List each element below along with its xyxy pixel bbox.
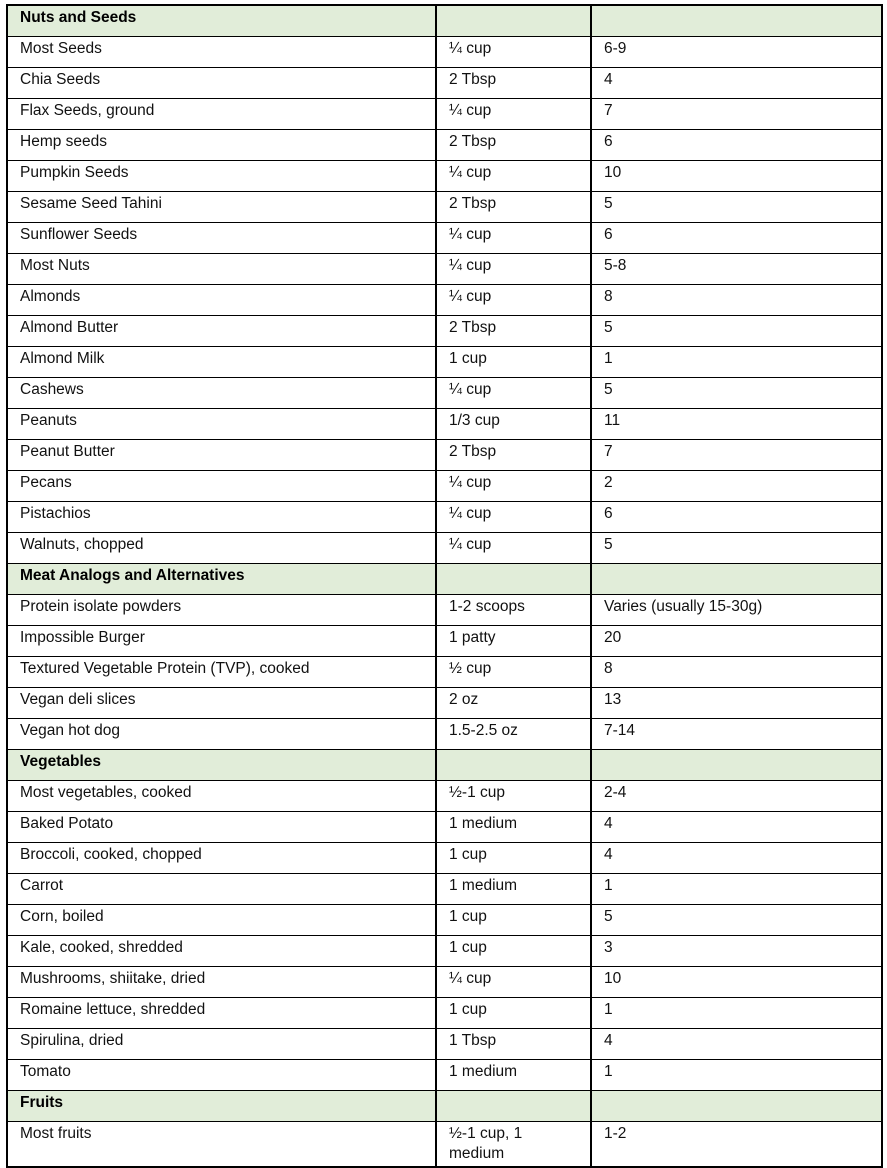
protein-content-table bbox=[6, 4, 883, 1168]
table-row bbox=[7, 595, 882, 626]
food-name-cell: Textured Vegetable Protein (TVP), cooked bbox=[7, 657, 436, 688]
food-name-cell: Sesame Seed Tahini bbox=[7, 192, 436, 223]
section-empty-cell bbox=[436, 564, 591, 595]
protein-grams-cell: 1 bbox=[591, 998, 882, 1029]
serving-size-cell: 2 Tbsp bbox=[436, 316, 591, 347]
protein-grams-cell: 2-4 bbox=[591, 781, 882, 812]
section-empty-cell bbox=[436, 1091, 591, 1122]
section-header-row bbox=[7, 750, 882, 781]
table-row bbox=[7, 440, 882, 471]
serving-size-cell: ½ cup bbox=[436, 657, 591, 688]
food-name-cell: Vegan hot dog bbox=[7, 719, 436, 750]
table-row bbox=[7, 316, 882, 347]
protein-grams-cell: 4 bbox=[591, 843, 882, 874]
serving-size-cell: 1 medium bbox=[436, 812, 591, 843]
table-row bbox=[7, 378, 882, 409]
table-row bbox=[7, 812, 882, 843]
table-row bbox=[7, 967, 882, 998]
table-row bbox=[7, 347, 882, 378]
table-row bbox=[7, 161, 882, 192]
protein-grams-cell: 1 bbox=[591, 874, 882, 905]
protein-grams-cell: 6 bbox=[591, 223, 882, 254]
food-name-cell: Almonds bbox=[7, 285, 436, 316]
table-row bbox=[7, 99, 882, 130]
protein-grams-cell: 10 bbox=[591, 967, 882, 998]
protein-grams-cell: 20 bbox=[591, 626, 882, 657]
protein-grams-cell: 4 bbox=[591, 68, 882, 99]
serving-size-cell: ½-1 cup, 1 medium bbox=[436, 1122, 591, 1168]
protein-grams-cell: 6 bbox=[591, 502, 882, 533]
food-name-cell: Tomato bbox=[7, 1060, 436, 1091]
food-name-cell: Mushrooms, shiitake, dried bbox=[7, 967, 436, 998]
table-row bbox=[7, 843, 882, 874]
section-empty-cell bbox=[591, 1091, 882, 1122]
food-name-cell: Vegan deli slices bbox=[7, 688, 436, 719]
serving-size-cell: ¼ cup bbox=[436, 471, 591, 502]
table-row bbox=[7, 719, 882, 750]
protein-grams-cell: 5 bbox=[591, 378, 882, 409]
table-row bbox=[7, 657, 882, 688]
food-name-cell: Corn, boiled bbox=[7, 905, 436, 936]
serving-size-cell: 1.5-2.5 oz bbox=[436, 719, 591, 750]
table-row bbox=[7, 936, 882, 967]
serving-size-cell: ¼ cup bbox=[436, 967, 591, 998]
food-name-cell: Hemp seeds bbox=[7, 130, 436, 161]
food-name-cell: Baked Potato bbox=[7, 812, 436, 843]
food-name-cell: Flax Seeds, ground bbox=[7, 99, 436, 130]
serving-size-cell: ¼ cup bbox=[436, 161, 591, 192]
food-name-cell: Walnuts, chopped bbox=[7, 533, 436, 564]
section-header-row bbox=[7, 1091, 882, 1122]
food-name-cell: Protein isolate powders bbox=[7, 595, 436, 626]
protein-grams-cell: 5-8 bbox=[591, 254, 882, 285]
serving-size-cell: 1 cup bbox=[436, 843, 591, 874]
food-name-cell: Carrot bbox=[7, 874, 436, 905]
serving-size-cell: 2 Tbsp bbox=[436, 130, 591, 161]
food-name-cell: Sunflower Seeds bbox=[7, 223, 436, 254]
protein-grams-cell: 13 bbox=[591, 688, 882, 719]
serving-size-cell: 1 cup bbox=[436, 936, 591, 967]
serving-size-cell: ¼ cup bbox=[436, 99, 591, 130]
table-row bbox=[7, 1029, 882, 1060]
protein-grams-cell: 4 bbox=[591, 1029, 882, 1060]
serving-size-cell: 1 medium bbox=[436, 874, 591, 905]
serving-size-cell: ¼ cup bbox=[436, 37, 591, 68]
table-row bbox=[7, 688, 882, 719]
table-row bbox=[7, 223, 882, 254]
serving-size-cell: 1/3 cup bbox=[436, 409, 591, 440]
serving-size-cell: 2 Tbsp bbox=[436, 440, 591, 471]
table-row bbox=[7, 502, 882, 533]
section-title: Fruits bbox=[7, 1091, 436, 1122]
serving-size-cell: 1 cup bbox=[436, 998, 591, 1029]
serving-size-cell: ½-1 cup bbox=[436, 781, 591, 812]
serving-size-cell: ¼ cup bbox=[436, 223, 591, 254]
section-title: Nuts and Seeds bbox=[7, 5, 436, 37]
food-name-cell: Broccoli, cooked, chopped bbox=[7, 843, 436, 874]
table-row bbox=[7, 626, 882, 657]
table-row bbox=[7, 471, 882, 502]
table-row bbox=[7, 533, 882, 564]
protein-grams-cell: 11 bbox=[591, 409, 882, 440]
protein-grams-cell: 6 bbox=[591, 130, 882, 161]
serving-size-cell: 1 patty bbox=[436, 626, 591, 657]
table-row bbox=[7, 409, 882, 440]
table-row bbox=[7, 130, 882, 161]
section-title: Meat Analogs and Alternatives bbox=[7, 564, 436, 595]
food-name-cell: Most Seeds bbox=[7, 37, 436, 68]
table-row bbox=[7, 285, 882, 316]
serving-size-cell: ¼ cup bbox=[436, 285, 591, 316]
table-row bbox=[7, 874, 882, 905]
protein-grams-cell: 3 bbox=[591, 936, 882, 967]
section-empty-cell bbox=[436, 5, 591, 37]
table-row bbox=[7, 781, 882, 812]
protein-grams-cell: 5 bbox=[591, 192, 882, 223]
protein-grams-cell: 1-2 bbox=[591, 1122, 882, 1168]
protein-grams-cell: Varies (usually 15-30g) bbox=[591, 595, 882, 626]
protein-grams-cell: 2 bbox=[591, 471, 882, 502]
protein-grams-cell: 5 bbox=[591, 316, 882, 347]
section-header-row bbox=[7, 5, 882, 37]
table-row bbox=[7, 68, 882, 99]
protein-grams-cell: 5 bbox=[591, 533, 882, 564]
food-name-cell: Spirulina, dried bbox=[7, 1029, 436, 1060]
protein-grams-cell: 7 bbox=[591, 440, 882, 471]
serving-size-cell: 1 Tbsp bbox=[436, 1029, 591, 1060]
table-body bbox=[7, 5, 882, 1167]
food-name-cell: Most vegetables, cooked bbox=[7, 781, 436, 812]
section-empty-cell bbox=[436, 750, 591, 781]
protein-grams-cell: 4 bbox=[591, 812, 882, 843]
protein-grams-cell: 8 bbox=[591, 657, 882, 688]
serving-size-cell: 2 oz bbox=[436, 688, 591, 719]
section-header-row bbox=[7, 564, 882, 595]
food-name-cell: Almond Butter bbox=[7, 316, 436, 347]
serving-size-cell: 1 medium bbox=[436, 1060, 591, 1091]
food-name-cell: Pecans bbox=[7, 471, 436, 502]
food-name-cell: Peanut Butter bbox=[7, 440, 436, 471]
protein-grams-cell: 8 bbox=[591, 285, 882, 316]
serving-size-cell: 1 cup bbox=[436, 905, 591, 936]
serving-size-cell: ¼ cup bbox=[436, 533, 591, 564]
table-row bbox=[7, 1122, 882, 1168]
section-empty-cell bbox=[591, 564, 882, 595]
serving-size-cell: ¼ cup bbox=[436, 254, 591, 285]
protein-grams-cell: 10 bbox=[591, 161, 882, 192]
section-empty-cell bbox=[591, 5, 882, 37]
food-name-cell: Impossible Burger bbox=[7, 626, 436, 657]
table-row bbox=[7, 905, 882, 936]
serving-size-cell: ¼ cup bbox=[436, 502, 591, 533]
serving-size-cell: 1 cup bbox=[436, 347, 591, 378]
food-name-cell: Chia Seeds bbox=[7, 68, 436, 99]
protein-grams-cell: 1 bbox=[591, 347, 882, 378]
serving-size-cell: 2 Tbsp bbox=[436, 68, 591, 99]
protein-grams-cell: 6-9 bbox=[591, 37, 882, 68]
food-name-cell: Pistachios bbox=[7, 502, 436, 533]
section-title: Vegetables bbox=[7, 750, 436, 781]
serving-size-cell: 2 Tbsp bbox=[436, 192, 591, 223]
table-row bbox=[7, 998, 882, 1029]
food-name-cell: Most fruits bbox=[7, 1122, 436, 1168]
section-empty-cell bbox=[591, 750, 882, 781]
food-name-cell: Pumpkin Seeds bbox=[7, 161, 436, 192]
protein-grams-cell: 1 bbox=[591, 1060, 882, 1091]
food-name-cell: Most Nuts bbox=[7, 254, 436, 285]
serving-size-cell: ¼ cup bbox=[436, 378, 591, 409]
food-name-cell: Peanuts bbox=[7, 409, 436, 440]
protein-grams-cell: 7 bbox=[591, 99, 882, 130]
table-row bbox=[7, 1060, 882, 1091]
protein-grams-cell: 5 bbox=[591, 905, 882, 936]
food-name-cell: Almond Milk bbox=[7, 347, 436, 378]
serving-size-cell: 1-2 scoops bbox=[436, 595, 591, 626]
food-name-cell: Romaine lettuce, shredded bbox=[7, 998, 436, 1029]
protein-grams-cell: 7-14 bbox=[591, 719, 882, 750]
food-name-cell: Kale, cooked, shredded bbox=[7, 936, 436, 967]
table-row bbox=[7, 254, 882, 285]
food-name-cell: Cashews bbox=[7, 378, 436, 409]
table-row bbox=[7, 37, 882, 68]
table-row bbox=[7, 192, 882, 223]
